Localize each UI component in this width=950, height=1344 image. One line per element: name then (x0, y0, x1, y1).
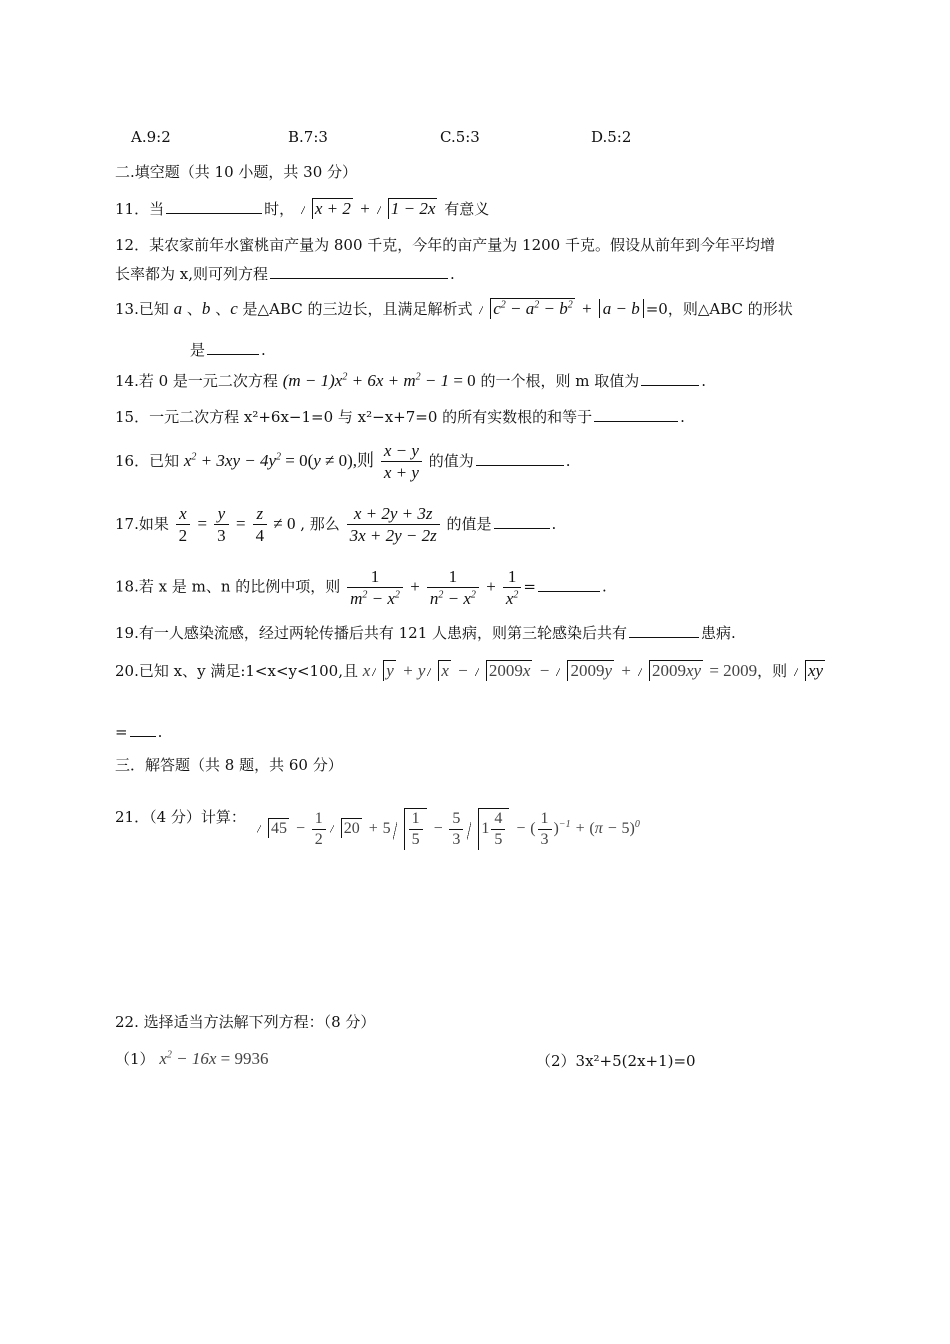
question-16: 16．已知 $x^2 + 3xy - 4y^2 = 0(y \ne 0)$,则 $\frac{x - y}{x + y}$ 的值为 . (115, 441, 571, 483)
choice-d: D.5:2 (591, 128, 632, 146)
question-11: 11．当 时， x + 2 + 1 − 2x 有意义 (115, 199, 490, 218)
choice-a: A.9:2 (131, 128, 171, 146)
question-12-line2: 长率都为 x,则可列方程 . (115, 265, 455, 283)
question-22-part1: （1） $x^2 - 16x = 9936$ (115, 1049, 269, 1068)
choice-b: B.7:3 (288, 128, 328, 146)
question-22-title: 22. 选择适当方法解下列方程：（8 分） (115, 1013, 376, 1031)
section-2-heading: 二.填空题（共 10 小题，共 30 分） (115, 163, 358, 181)
question-19: 19.有一人感染流感，经过两轮传播后共有 121 人患病，则第三轮感染后共有 患病. (115, 624, 736, 642)
question-20-line2: = . (115, 723, 163, 741)
question-21-expression: 45 − $\frac{1}{2}$ 20 + 5 $\frac{1}{5}$ − $\frac{5}{3}$ 1 $\frac{4}{5}$ − ( $\frac{1}{3}$ )$^{-1} + (\pi - 5)^0$ (255, 808, 640, 850)
question-13-line2: 是 . (190, 341, 266, 359)
choice-c: C.5:3 (440, 128, 480, 146)
question-20: 20.已知 x、y 满足:1<x<y<100,且 x y + y x − 2009x − 2009y + 2009xy = 2009，则 xy (115, 661, 824, 680)
question-22-part2: （2）3x²+5(2x+1)=0 (536, 1052, 696, 1070)
question-17: 17.如果 $\frac{x}{2}$ = $\frac{y}{3}$ = $\frac{z}{4}$ ≠ 0 , 那么 $\frac{x + 2y + 3z}{3x + 2y - 2z}$ 的值是 . (115, 504, 557, 546)
question-14: 14.若 0 是一元二次方程 $(m - 1)x^2 + 6x + m^2 - 1 = 0$ 的一个根，则 m 取值为 . (115, 371, 707, 390)
question-12-line1: 12．某农家前年水蜜桃亩产量为 800 千克，今年的亩产量为 1200 千克。假设从前年到今年平均增 (115, 236, 775, 254)
question-18: 18.若 x 是 m、n 的比例中项，则 $\frac{1}{m^2 - x^2}$ + $\frac{1}{n^2 - x^2}$ + $\frac{1}{x^2}$ = . (115, 567, 607, 609)
question-13: 13.已知 a 、b 、c 是△ABC 的三边长，且满足解析式 $c^2 - a^2 - b^2 + a - b =0$，则△ABC 的形状 (115, 299, 793, 318)
question-15: 15．一元二次方程 x²+6x−1=0 与 x²−x+7=0 的所有实数根的和等于 . (115, 408, 685, 426)
question-21: 21．（4 分）计算： (115, 808, 246, 826)
section-3-heading: 三．解答题（共 8 题，共 60 分） (115, 756, 343, 774)
